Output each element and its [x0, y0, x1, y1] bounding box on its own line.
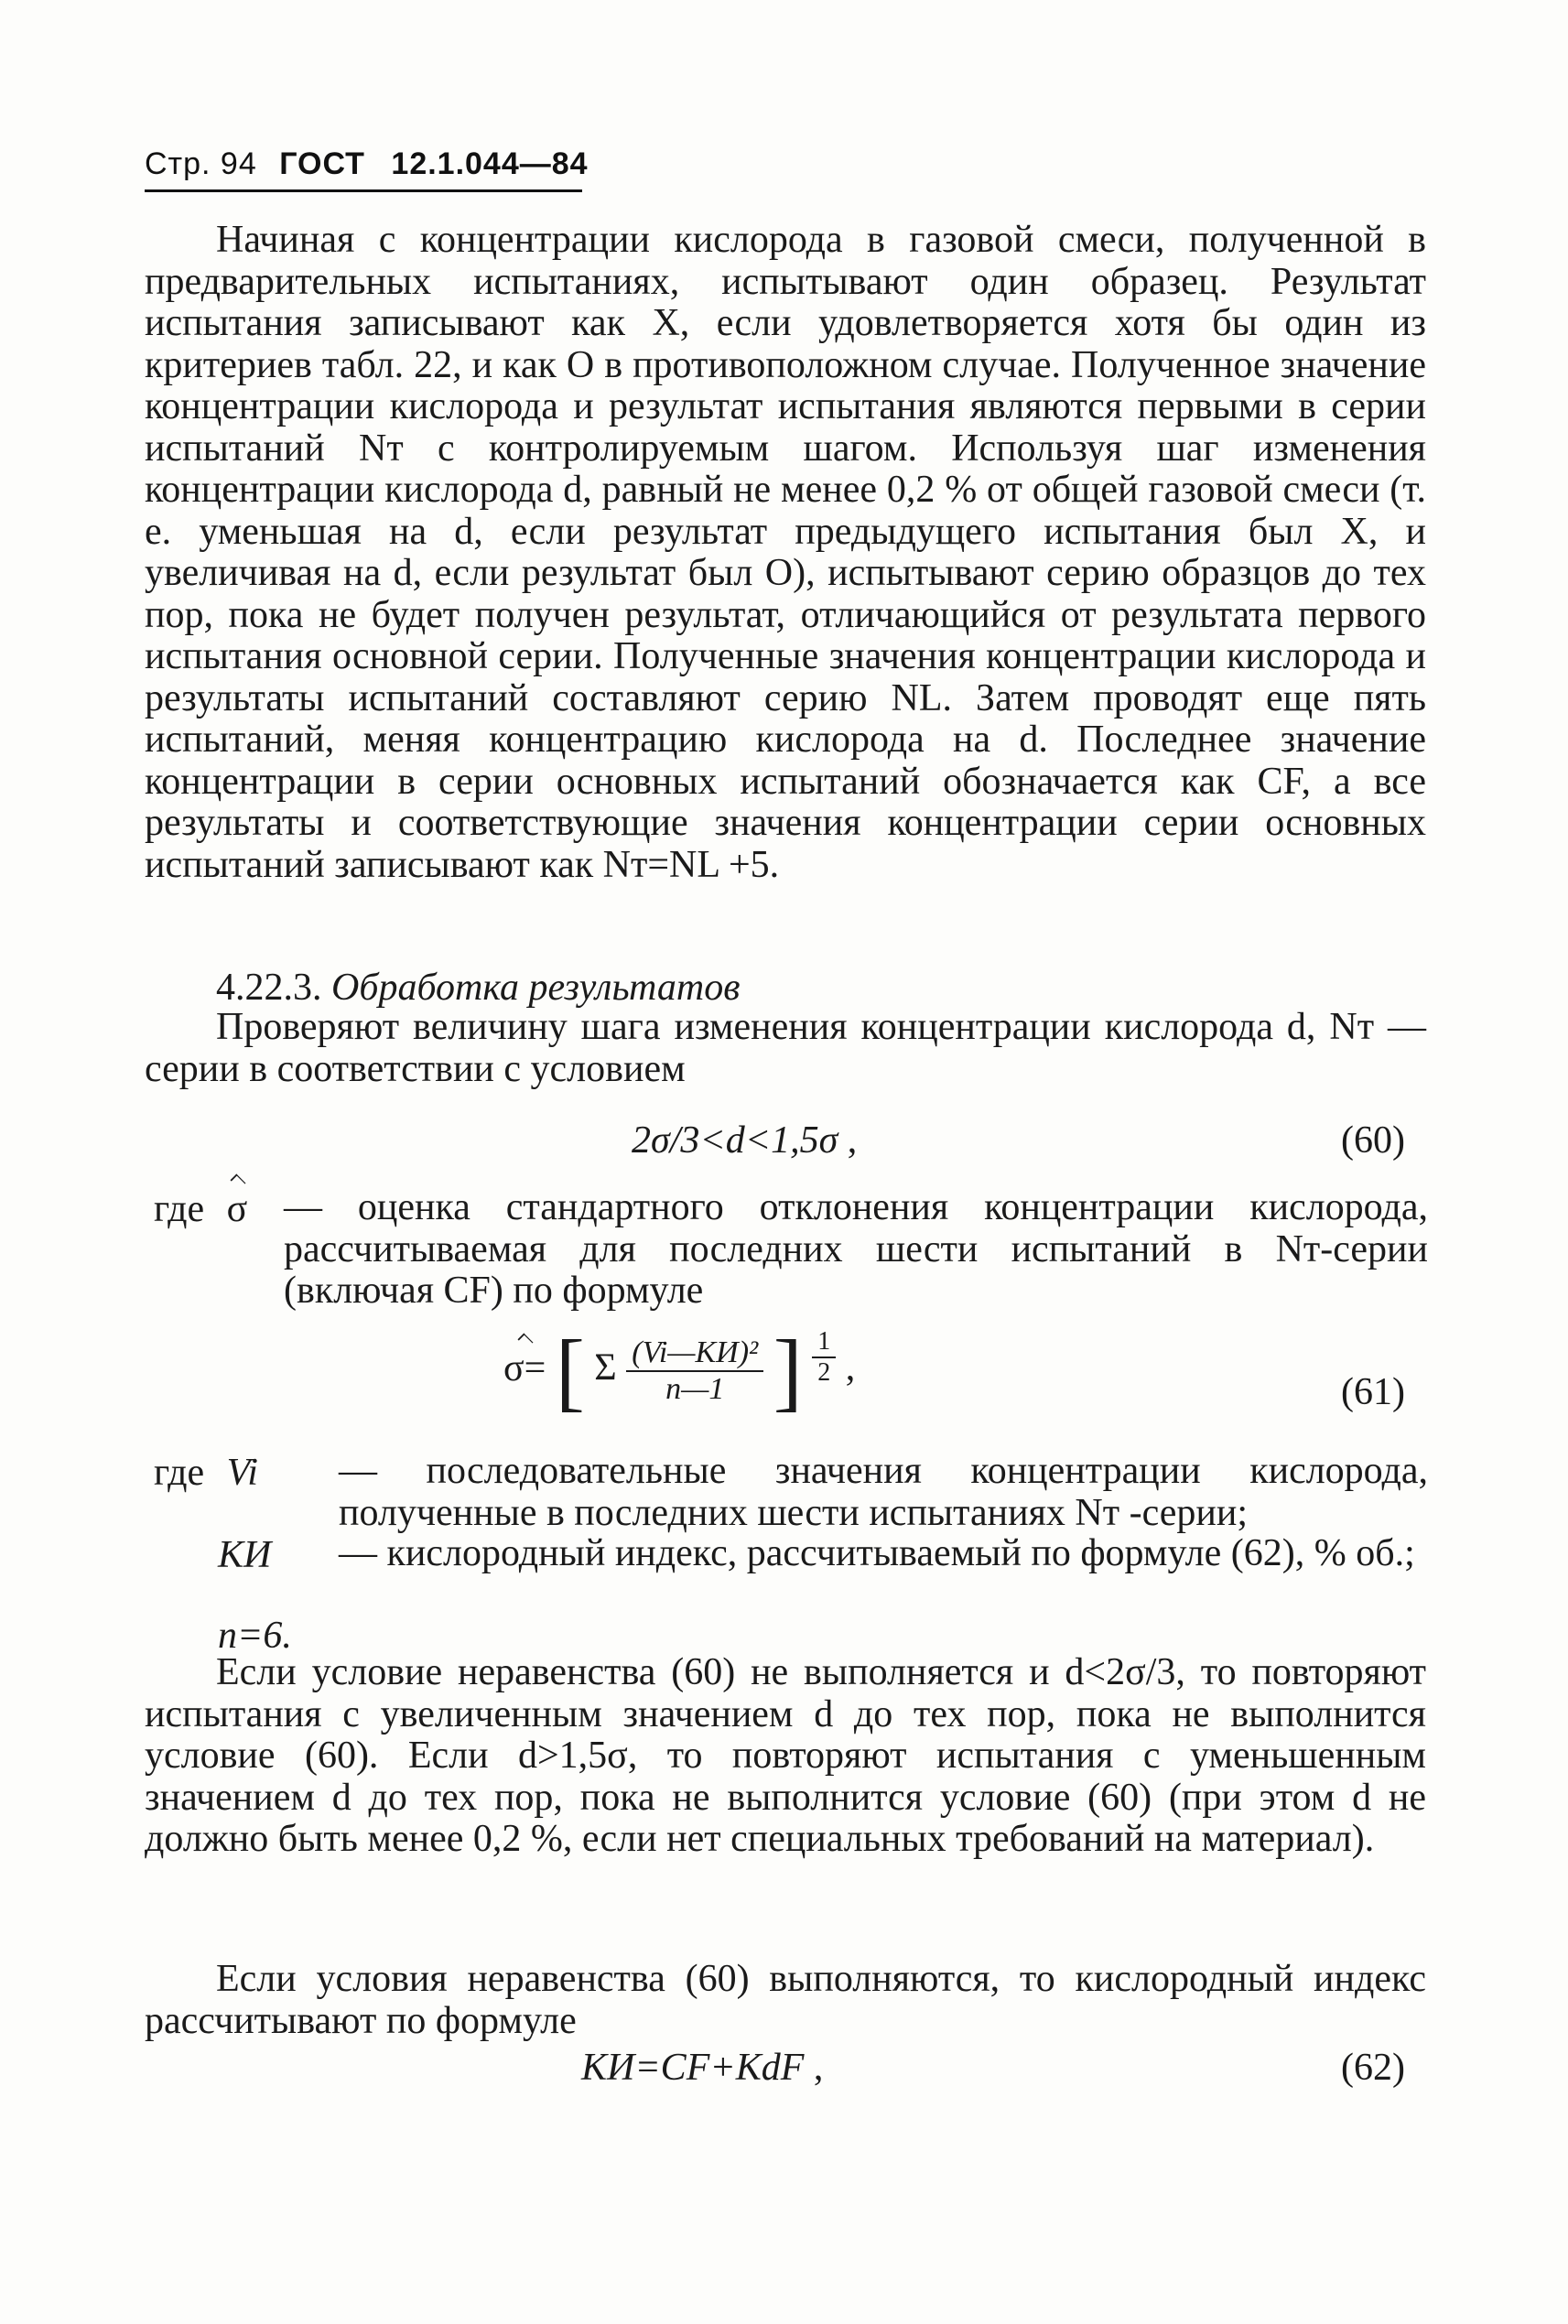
fraction-61-denominator: n—1	[665, 1372, 725, 1406]
equation-61-lhs: σ=	[503, 1346, 546, 1389]
equation-60-formula: 2σ/3<d<1,5σ	[632, 1119, 838, 1162]
section-title: Обработка результатов	[331, 967, 741, 1009]
exponent-61: $\frac{1}{2}$	[812, 1327, 836, 1388]
sum-sign: Σ	[594, 1346, 617, 1389]
equation-62-formula: KИ=CF+KdF	[581, 2047, 805, 2089]
standard-label: ГОСТ	[279, 146, 365, 181]
equation-62-number: (62)	[1341, 2047, 1405, 2089]
ki-symbol-line	[218, 1533, 271, 1577]
sigma-definition: — оценка стандартного отклонения концентрации кислорода, рассчитываемая для последних шести испытаний в Nт-серии (включая CF) по формуле	[284, 1186, 1428, 1312]
ki-symbol: KИ	[218, 1534, 272, 1576]
where-vi: где Vi	[154, 1452, 258, 1494]
left-bracket: [	[555, 1322, 585, 1420]
fraction-61-numerator: (Vi—KИ)²	[626, 1335, 763, 1372]
ki-definition: — кислородный индекс, рассчитываемый по формуле (62), % об.;	[339, 1532, 1415, 1574]
section-heading	[216, 966, 740, 1010]
paragraph-repeat: Если условие неравенства (60) не выполняется и d<2σ/3, то повторяют испытания с увеличенным значением d до тех пор, пока не выполнится условие (60). Если d>1,5σ, то повторяют испытания с уменьшенным значением d до тех пор, пока не выполнится условие (60) (при этом d не должно быть менее 0,2 %, если нет специальных требований на материал).	[145, 1651, 1426, 1860]
equation-60-sep: ,	[847, 1119, 858, 1162]
equation-61-sep: ,	[845, 1346, 856, 1389]
equation-62	[581, 2046, 823, 2090]
equation-60-number: (60)	[1341, 1119, 1405, 1162]
vi-definition: — последовательные значения концентрации кислорода, полученные в последних шести испытаниях Nт -серии;	[339, 1450, 1428, 1534]
equation-61-number: (61)	[1341, 1371, 1405, 1413]
fraction-61	[626, 1335, 763, 1407]
where-sigma: где σ	[154, 1188, 248, 1230]
sigma-symbol: σ	[226, 1188, 248, 1230]
paragraph-check: Проверяют величину шага изменения концентрации кислорода d, Nт — серии в соответствии с условием	[145, 1006, 1426, 1090]
page-number: Стр. 94	[145, 146, 257, 181]
paragraph-method: Начиная с концентрации кислорода в газовой смеси, полученной в предварительных испытаниях, испытывают один образец. Результат испытания записывают как X, если удовлетворяется хотя бы один из критериев табл. 22, и как О в противоположном случае. Полученное значение концентрации кислорода и результат испытания являются первыми в серии испытаний Nт с контролируемым шагом. Используя шаг изменения концентрации кислорода d, равный не менее 0,2 % от общей газовой смеси (т. е. уменьшая на d, если результат предыдущего испытания был X, и увеличивая на d, если результат был О), испытывают серию образцов до тех пор, пока не будет получен результат, отличающийся от результата первого испытания основной серии. Полученные значения концентрации кислорода и результаты испытаний составляют серию NL. Затем проводят еще пять испытаний, меняя концентрацию кислорода на d. Последнее значение концентрации в серии основных испытаний обозначается как CF, а все результаты и соответствующие значения концентрации серии основных испытаний записывают как Nт=NL +5.	[145, 219, 1426, 886]
vi-symbol: Vi	[226, 1452, 258, 1494]
equation-61	[503, 1322, 856, 1420]
page-header	[145, 146, 589, 182]
header-rule	[145, 189, 582, 192]
standard-number: 12.1.044—84	[391, 146, 589, 181]
right-bracket: ]	[773, 1322, 803, 1420]
n-value: n=6.	[218, 1615, 292, 1657]
equation-62-sep: ,	[813, 2047, 824, 2089]
equation-60	[632, 1119, 857, 1162]
paragraph-index: Если условия неравенства (60) выполняются, то кислородный индекс рассчитывают по формуле	[145, 1958, 1426, 2042]
section-number: 4.22.3.	[216, 967, 322, 1009]
